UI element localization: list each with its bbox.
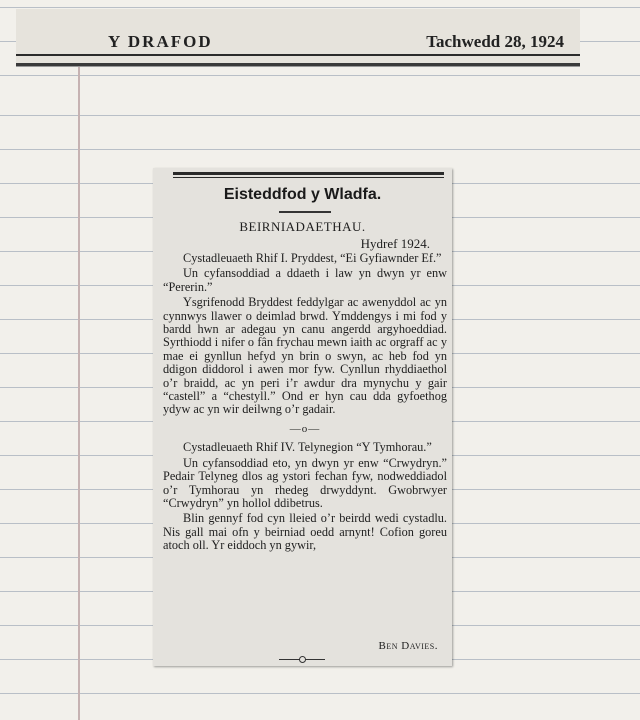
title-underline	[279, 211, 331, 213]
clipping-body	[163, 252, 447, 555]
issue-date: Tachwedd 28, 1924	[426, 32, 564, 51]
clipping-date: Hydref 1924.	[360, 236, 430, 251]
newspaper-clipping	[153, 168, 452, 666]
signature: Ben Davies.	[378, 640, 438, 652]
clipping-title: Eisteddfod y Wladfa.	[223, 186, 382, 203]
newspaper-header-strip	[16, 9, 580, 66]
paragraph: Cystadleuaeth Rhif IV. Telynegion “Y Tymhorau.”	[183, 440, 432, 455]
section-divider: —o—	[289, 422, 321, 435]
header-rule	[16, 54, 580, 56]
paragraph: Un cyfansoddiad eto, yn dwyn yr enw “Crwydryn.” Pedair Telyneg dlos ag ystori fechan fyw, nodweddiadol o’r Tymhorau yn rhedeg drwyddynt. Gwobrwyer “Crwydryn” yn hollol ddibetrus.	[163, 455, 447, 510]
paragraph: Cystadleuaeth Rhif I. Pryddest, “Ei Gyfiawnder Ef.”	[183, 251, 442, 265]
paragraph: Ysgrifenodd Bryddest feddylgar ac awenyddol ac yn cynnwys llawer o deimlad brwd. Ymddengys i mi fod y bardd hwn ar adegau yn canu angerdd argyhoeddiad. Syrthiodd i nifer o fân frychau mewn iaith ac orgraff ac y mae ei gynllun hefyd yn brin o swyn, ac heb fod yn ddigon diddorol i awen mor fyw. Cynllun rhyddiaethol o’r braidd, ac yn peri i’r awdur dra mynychu y gair “castell” a “chestyll.” Ond er hyn cau dda gyfoethog ydyw ac yn wir deilwng o’r gadair.	[163, 295, 447, 417]
clipping-subtitle: BEIRNIADAETHAU.	[239, 219, 366, 234]
clipping-top-rule	[173, 172, 444, 175]
paragraph: Un cyfansoddiad a ddaeth i law yn dwyn yr enw “Pererin.”	[163, 266, 447, 294]
bottom-ornament-dot	[299, 656, 306, 663]
clipping-top-rule-thin	[173, 177, 444, 178]
paragraph: Blin gennyf fod cyn lleied o’r beirdd wedi cystadlu. Nis gall mai ofn y beirniad oedd arnynt! Cofion goreu atoch oll. Yr eiddoch yn gywir,	[163, 511, 447, 553]
margin-line	[78, 62, 80, 720]
masthead-title: Y DRAFOD	[108, 32, 213, 51]
